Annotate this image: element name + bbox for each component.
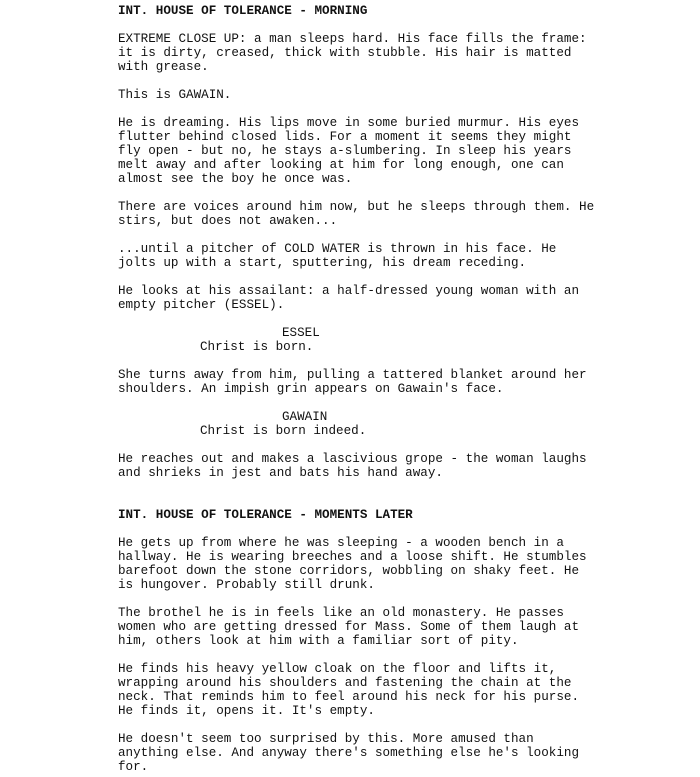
action-paragraph: EXTREME CLOSE UP: a man sleeps hard. His face fills the frame: it is dirty, creased, thick with stubble. His hair is matted with grease. [118, 32, 587, 74]
scene-heading: INT. HOUSE OF TOLERANCE - MOMENTS LATER [118, 508, 413, 522]
action-paragraph: He finds his heavy yellow cloak on the floor and lifts it, wrapping around his shoulders and fastening the chain at the neck. That reminds him to feel around his neck for his purse. He finds it, opens it. It's empty. [118, 662, 580, 718]
action-paragraph: He looks at his assailant: a half-dressed young woman with an empty pitcher (ESSEL). [118, 284, 580, 312]
action-paragraph: She turns away from him, pulling a tattered blanket around her shoulders. An impish grin appears on Gawain's face. [118, 368, 587, 396]
dialogue-line: Christ is born indeed. [200, 424, 367, 438]
action-paragraph: ...until a pitcher of COLD WATER is thrown in his face. He jolts up with a start, sputtering, his dream receding. [118, 242, 557, 270]
action-paragraph: He doesn't seem too surprised by this. More amused than anything else. And anyway there's something else he's looking for. [118, 732, 580, 774]
action-paragraph: He gets up from where he was sleeping - a wooden bench in a hallway. He is wearing breeches and a loose shift. He stumbles barefoot down the stone corridors, wobbling on shaky feet. He is hungover. Probably still drunk. [118, 536, 587, 592]
dialogue-line: Christ is born. [200, 340, 314, 354]
action-paragraph: He is dreaming. His lips move in some buried murmur. His eyes flutter behind closed lids. For a moment it seems they might fly open - but no, he stays a-slumbering. In sleep his years melt away and after looking at him for long enough, one can almost see the boy he once was. [118, 116, 580, 186]
action-paragraph: The brothel he is in feels like an old monastery. He passes women who are getting dressed for Mass. Some of them laugh at him, others look at him with a familiar sort of pity. [118, 606, 580, 648]
action-paragraph: He reaches out and makes a lascivious grope - the woman laughs and shrieks in jest and bats his hand away. [118, 452, 587, 480]
action-paragraph: This is GAWAIN. [118, 88, 232, 102]
action-paragraph: There are voices around him now, but he sleeps through them. He stirs, but does not awaken... [118, 200, 595, 228]
scene-heading: INT. HOUSE OF TOLERANCE - MORNING [118, 4, 368, 18]
character-name: GAWAIN [282, 410, 328, 424]
character-name: ESSEL [282, 326, 320, 340]
